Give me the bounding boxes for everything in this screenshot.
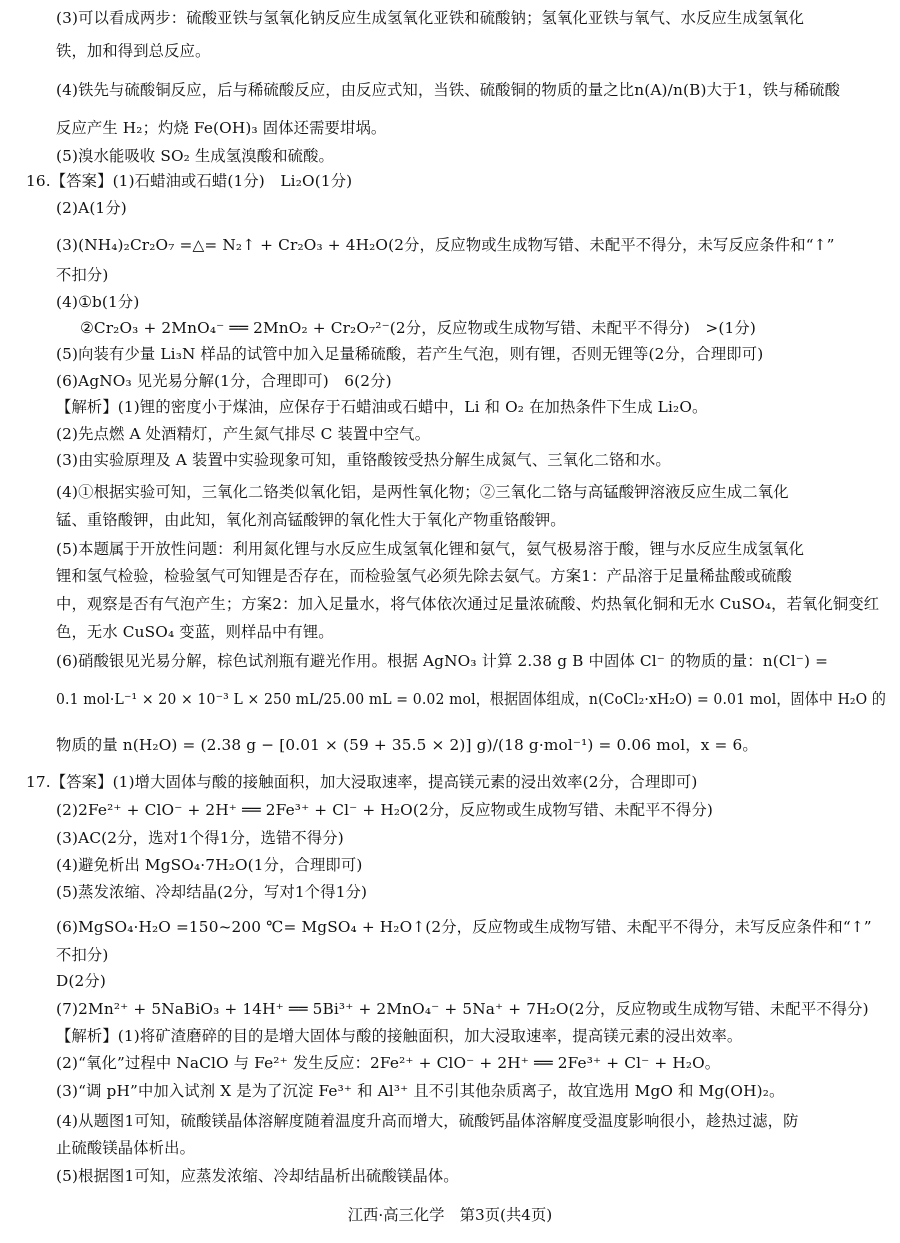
equation-line: ②Cr₂O₃ + 2MnO₄⁻ ══ 2MnO₂ + Cr₂O₇²⁻(2分，反应物或生成物写错、未配平不得分) >(1分) xyxy=(80,319,756,337)
text-line: 铁，加和得到总反应。 xyxy=(56,42,211,60)
text-line: 不扣分) xyxy=(56,266,109,284)
text-line: (5)溴水能吸收 SO₂ 生成氢溴酸和硫酸。 xyxy=(56,147,335,165)
text-line: (4)避免析出 MgSO₄·7H₂O(1分，合理即可) xyxy=(56,856,363,874)
text-line: (4)铁先与硫酸铜反应，后与稀硫酸反应，由反应式知，当铁、硫酸铜的物质的量之比n(A)/n(B)大于1，铁与稀硫酸 xyxy=(56,81,841,99)
text-line: (3)AC(2分，选对1个得1分，选错不得分) xyxy=(56,829,344,847)
text-line: (2)先点燃 A 处酒精灯，产生氮气排尽 C 装置中空气。 xyxy=(56,425,431,443)
equation-line: (3)(NH₄)₂Cr₂O₇ =△= N₂↑ + Cr₂O₃ + 4H₂O(2分，反应物或生成物写错、未配平不得分，未写反应条件和“↑” xyxy=(56,236,835,254)
text-line: (2)A(1分) xyxy=(56,199,127,217)
text-line: 色，无水 CuSO₄ 变蓝，则样品中有锂。 xyxy=(56,623,334,641)
text-line: 反应产生 H₂；灼烧 Fe(OH)₃ 固体还需要坩埚。 xyxy=(56,119,387,137)
text-line: D(2分) xyxy=(56,972,106,990)
question-16-answer: 16.【答案】(1)石蜡油或石蜡(1分) Li₂O(1分) xyxy=(26,172,353,190)
text-line: (5)本题属于开放性问题：利用氮化锂与水反应生成氢氧化锂和氨气，氨气极易溶于酸，锂与水反应生成氢氧化 xyxy=(56,540,805,558)
formula-line: 物质的量 n(H₂O) = (2.38 g − [0.01 × (59 + 35.5 × 2)] g)/(18 g·mol⁻¹) = 0.06 mol，x = 6。 xyxy=(56,736,758,754)
equation-line: (2)2Fe²⁺ + ClO⁻ + 2H⁺ ══ 2Fe³⁺ + Cl⁻ + H₂O(2分，反应物或生成物写错、未配平不得分) xyxy=(56,801,714,819)
text-line: (6)AgNO₃ 见光易分解(1分，合理即可) 6(2分) xyxy=(56,372,392,390)
text-line: (4)①b(1分) xyxy=(56,293,140,311)
equation-line: (6)MgSO₄·H₂O =150~200 ℃= MgSO₄ + H₂O↑(2分，反应物或生成物写错、未配平不得分，未写反应条件和“↑” xyxy=(56,918,872,936)
equation-line: (7)2Mn²⁺ + 5NaBiO₃ + 14H⁺ ══ 5Bi³⁺ + 2MnO₄⁻ + 5Na⁺ + 7H₂O(2分，反应物或生成物写错、未配平不得分) xyxy=(56,1000,869,1018)
analysis-heading: 【解析】(1)将矿渣磨碎的目的是增大固体与酸的接触面积，加大浸取速率，提高镁元素的浸出效率。 xyxy=(56,1027,743,1045)
text-line: 锰、重铬酸钾，由此知，氧化剂高锰酸钾的氧化性大于氧化产物重铬酸钾。 xyxy=(56,511,566,529)
text-line: 中，观察是否有气泡产生；方案2：加入足量水，将气体依次通过足量浓硫酸、灼热氧化铜和无水 CuSO₄，若氧化铜变红 xyxy=(56,595,880,613)
text-line: (2)“氧化”过程中 NaClO 与 Fe²⁺ 发生反应：2Fe²⁺ + ClO⁻ + 2H⁺ ══ 2Fe³⁺ + Cl⁻ + H₂O。 xyxy=(56,1054,721,1072)
text-line: (5)向装有少量 Li₃N 样品的试管中加入足量稀硫酸，若产生气泡，则有锂，否则无锂等(2分，合理即可) xyxy=(56,345,764,363)
page-footer: 江西·高三化学 第3页(共4页) xyxy=(347,1206,553,1224)
text-line: (5)蒸发浓缩、冷却结晶(2分，写对1个得1分) xyxy=(56,883,368,901)
text-line: (3)“调 pH”中加入试剂 X 是为了沉淀 Fe³⁺ 和 Al³⁺ 且不引其他杂质离子，故宜选用 MgO 和 Mg(OH)₂。 xyxy=(56,1082,785,1100)
question-17-answer: 17.【答案】(1)增大固体与酸的接触面积，加大浸取速率，提高镁元素的浸出效率(2分，合理即可) xyxy=(26,773,698,791)
text-line: (3)由实验原理及 A 装置中实验现象可知，重铬酸铵受热分解生成氮气、三氧化二铬和水。 xyxy=(56,451,671,469)
formula-line: 0.1 mol·L⁻¹ × 20 × 10⁻³ L × 250 mL/25.00 mL = 0.02 mol，根据固体组成，n(CoCl₂·xH₂O) = 0.01 mol，固体中 H₂O 的 xyxy=(56,690,887,708)
text-line: (3)可以看成两步：硫酸亚铁与氢氧化钠反应生成氢氧化亚铁和硫酸钠；氢氧化亚铁与氧气、水反应生成氢氧化 xyxy=(56,9,805,27)
analysis-heading: 【解析】(1)锂的密度小于煤油，应保存于石蜡油或石蜡中，Li 和 O₂ 在加热条件下生成 Li₂O。 xyxy=(56,398,708,416)
text-line: 不扣分) xyxy=(56,946,109,964)
text-line: (6)硝酸银见光易分解，棕色试剂瓶有避光作用。根据 AgNO₃ 计算 2.38 g B 中固体 Cl⁻ 的物质的量：n(Cl⁻) = xyxy=(56,652,829,670)
text-line: (5)根据图1可知，应蒸发浓缩、冷却结晶析出硫酸镁晶体。 xyxy=(56,1167,459,1185)
text-line: 止硫酸镁晶体析出。 xyxy=(56,1139,196,1157)
text-line: (4)从题图1可知，硫酸镁晶体溶解度随着温度升高而增大，硫酸钙晶体溶解度受温度影响很小，趁热过滤，防 xyxy=(56,1112,799,1130)
text-line: 锂和氢气检验，检验氢气可知锂是否存在，而检验氢气必须先除去氨气。方案1：产品溶于足量稀盐酸或硫酸 xyxy=(56,567,792,585)
text-line: (4)①根据实验可知，三氧化二铬类似氧化铝，是两性氧化物；②三氧化二铬与高锰酸钾溶液反应生成二氧化 xyxy=(56,483,789,501)
